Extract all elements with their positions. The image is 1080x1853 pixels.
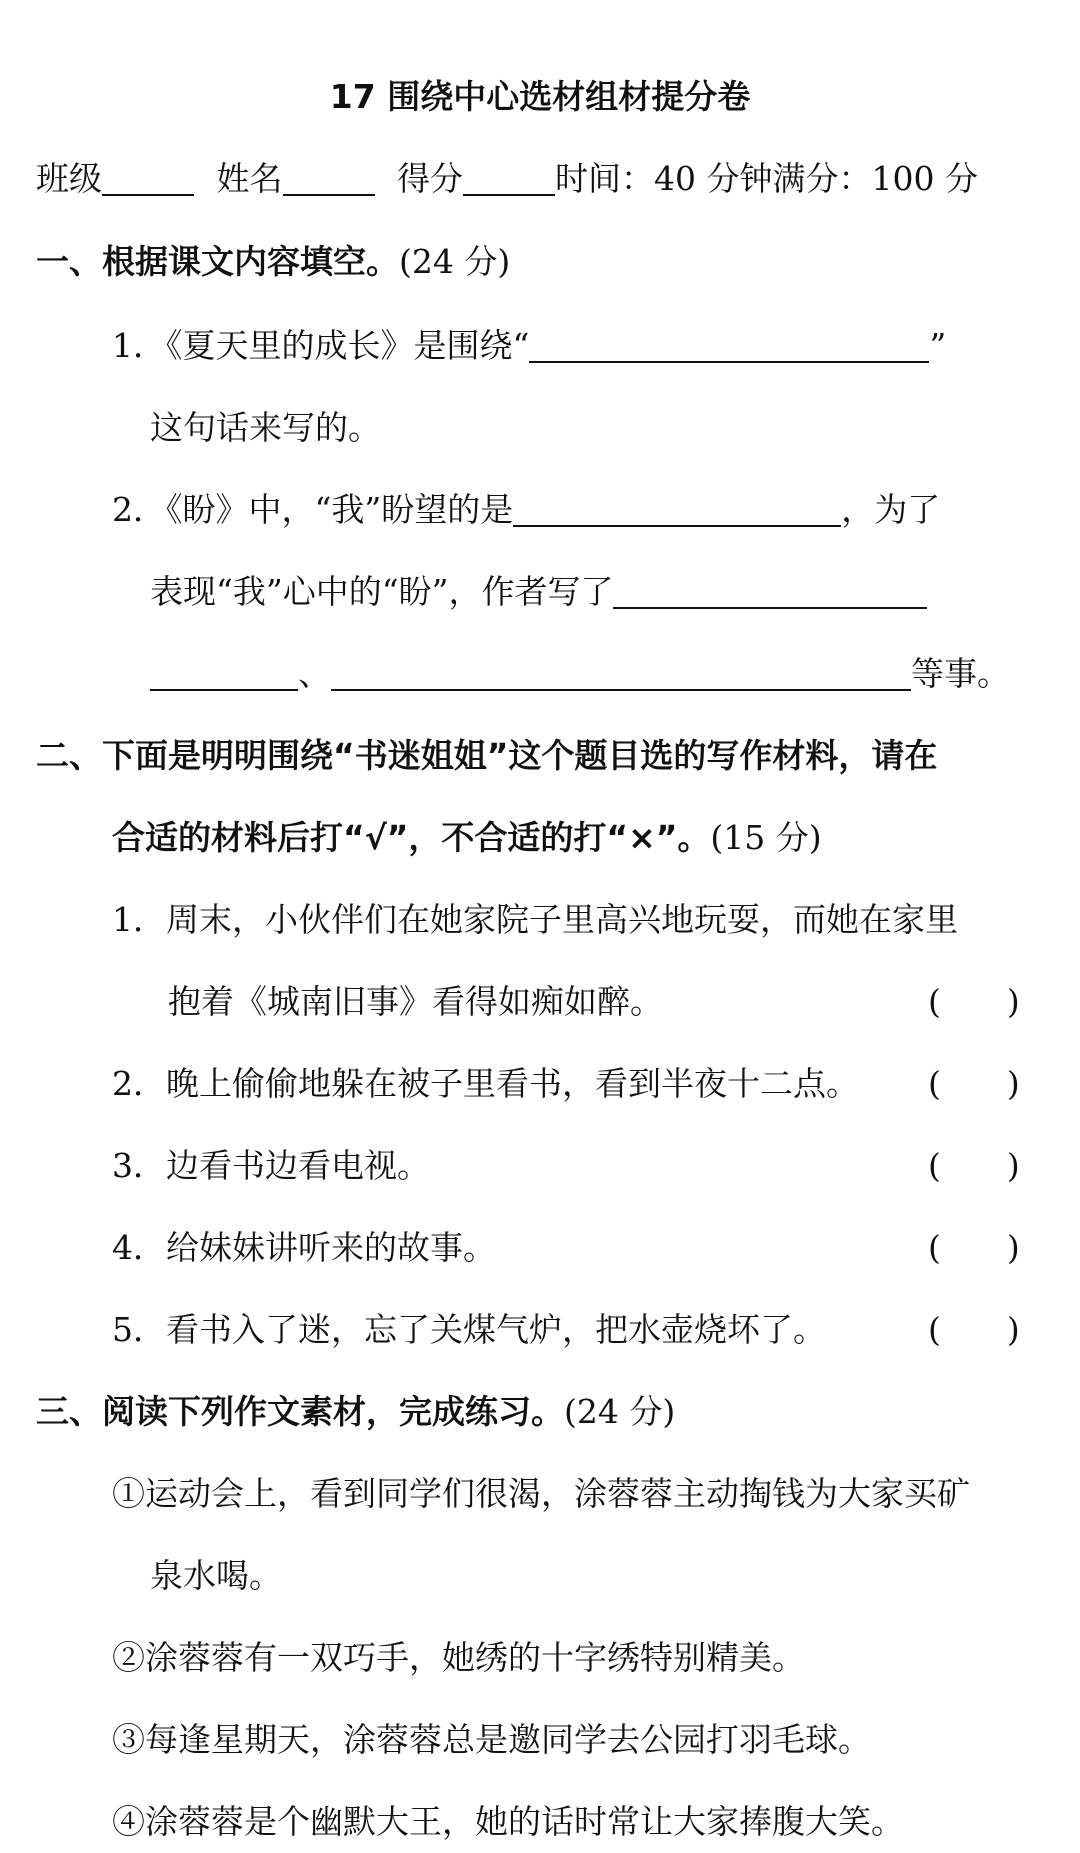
s1-q1-line1 — [112, 326, 947, 365]
s3-item-2: ②涂蓉蓉有一双巧手，她绣的十字绣特别精美。 — [112, 1638, 805, 1677]
section2-points: (15 分) — [710, 818, 822, 857]
s2-item-3 — [112, 1146, 430, 1185]
s1-q2-text-b: 表现“我”心中的“盼”，作者写了 — [150, 572, 614, 611]
s1-q2-comma: 、 — [298, 654, 331, 693]
s2-item-3-num: 3． — [112, 1146, 166, 1185]
s3-item-1-line1: ①运动会上，看到同学们很渴，涂蓉蓉主动掏钱为大家买矿 — [112, 1474, 970, 1513]
s1-q2-line2 — [150, 572, 927, 611]
s1-q2-line3 — [150, 654, 1010, 693]
s1-q1-line2 — [150, 408, 381, 447]
section3-title: 三、阅读下列作文素材，完成练习。 — [36, 1392, 564, 1431]
s1-q2-text-a: 《盼》中，“我”盼望的是 — [166, 490, 514, 529]
s3-item-1-line2: 泉水喝。 — [150, 1556, 282, 1595]
score-blank[interactable] — [463, 164, 555, 196]
s2-item-2 — [112, 1064, 859, 1103]
s2-item-2-text: 晚上偷偷地躲在被子里看书，看到半夜十二点。 — [166, 1064, 859, 1103]
time-text: 时间：40 分钟满分：100 分 — [555, 159, 978, 198]
s1-q2-blank2[interactable] — [613, 577, 927, 609]
s2-item-1-line1 — [112, 900, 958, 939]
section2-heading-line1: 二、下面是明明围绕“书迷姐姐”这个题目选的写作材料，请在 — [36, 736, 938, 775]
section3-points: (24 分) — [564, 1392, 676, 1431]
s1-q2-num: 2． — [112, 490, 166, 529]
section1-points: (24 分) — [399, 242, 511, 281]
s2-item-1-text: 周末，小伙伴们在她家院子里高兴地玩耍，而她在家里 — [166, 900, 958, 939]
s2-item-5-text: 看书入了迷，忘了关煤气炉，把水壶烧坏了。 — [166, 1310, 826, 1349]
s2-item-4-answer[interactable]: ( ) — [928, 1228, 1020, 1267]
section1-title: 一、根据课文内容填空。 — [36, 242, 399, 281]
s1-q1-num: 1． — [112, 326, 166, 365]
s2-item-1-text2: 抱着《城南旧事》看得如痴如醉。 — [168, 982, 663, 1021]
s3-item-3: ③每逢星期天，涂蓉蓉总是邀同学去公园打羽毛球。 — [112, 1720, 871, 1759]
s1-q2-text-a-end: ，为了 — [841, 490, 941, 529]
s2-item-3-answer[interactable]: ( ) — [928, 1146, 1020, 1185]
section3-heading — [36, 1392, 676, 1431]
info-line — [36, 159, 978, 198]
section1-heading — [36, 242, 511, 281]
score-label: 得分 — [397, 159, 463, 198]
s2-item-1-answer[interactable]: ( ) — [928, 982, 1020, 1021]
section2-heading-line2 — [112, 818, 822, 857]
s1-q1-text-b: 这句话来写的。 — [150, 408, 381, 447]
s1-q2-blank4[interactable] — [331, 659, 911, 691]
s3-item-4: ④涂蓉蓉是个幽默大王，她的话时常让大家捧腹大笑。 — [112, 1802, 904, 1841]
s2-item-2-answer[interactable]: ( ) — [928, 1064, 1020, 1103]
s1-q1-text-a: 《夏天里的成长》是围绕“ — [166, 326, 530, 365]
s2-item-4-num: 4． — [112, 1228, 166, 1267]
section2-heading-text2: 合适的材料后打“√”，不合适的打“×”。 — [112, 818, 711, 857]
s2-item-5 — [112, 1310, 826, 1349]
s2-item-2-num: 2． — [112, 1064, 166, 1103]
s2-item-5-answer[interactable]: ( ) — [928, 1310, 1020, 1349]
s1-q1-close-quote: ” — [929, 326, 947, 365]
s1-q1-blank[interactable] — [529, 331, 929, 363]
s2-item-1-line2 — [168, 982, 663, 1021]
s2-item-5-num: 5． — [112, 1310, 166, 1349]
s2-item-4-text: 给妹妹讲听来的故事。 — [166, 1228, 496, 1267]
s2-item-1-num: 1． — [112, 900, 166, 939]
name-label: 姓名 — [216, 159, 283, 198]
class-label: 班级 — [36, 159, 102, 198]
s1-q2-blank1[interactable] — [513, 495, 841, 527]
page-title: 17 围绕中心选材组材提分卷 — [329, 77, 751, 116]
class-blank[interactable] — [102, 164, 194, 196]
s1-q2-text-c-end: 等事。 — [911, 654, 1010, 693]
s2-item-4 — [112, 1228, 496, 1267]
s1-q2-line1 — [112, 490, 941, 529]
name-blank[interactable] — [283, 164, 375, 196]
s1-q2-blank3[interactable] — [150, 659, 298, 691]
s2-item-3-text: 边看书边看电视。 — [166, 1146, 430, 1185]
